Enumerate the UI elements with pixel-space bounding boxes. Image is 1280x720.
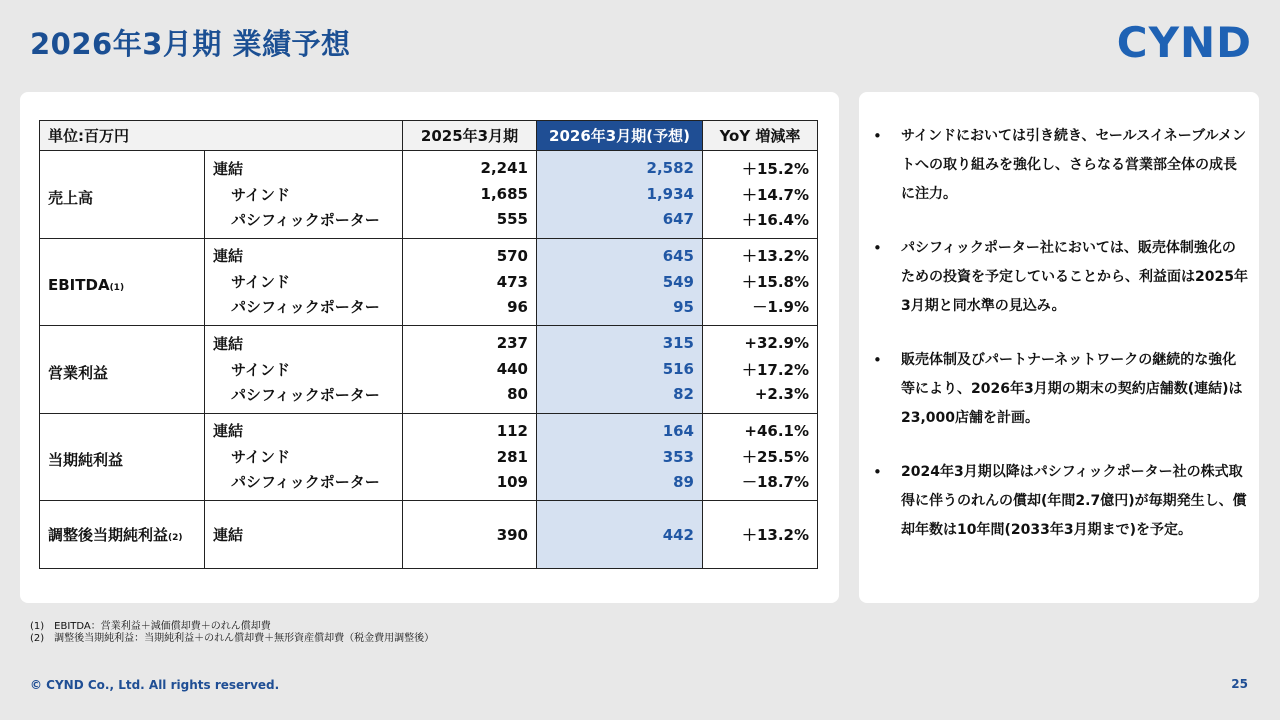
company-logo: CYND (1116, 18, 1252, 67)
forecast-value: 82 (537, 384, 703, 414)
segment-label: サインド (205, 180, 403, 209)
bullet-item (873, 122, 1249, 209)
forecast-value: 442 (537, 501, 703, 569)
prev-year-value: 112 (403, 413, 537, 442)
segment-label: 連結 (205, 238, 403, 267)
forecast-value: 645 (537, 238, 703, 267)
yoy-value: －1.9% (703, 296, 818, 326)
yoy-value: ＋13.2% (703, 501, 818, 569)
bullet-text: 販売体制及びパートナーネットワークの継続的な強化等により、2026年3月期の期末の契約店舗数(連結)は23,000店舗を計画。 (901, 352, 1243, 426)
metric-label (40, 151, 205, 239)
prev-year-value: 109 (403, 471, 537, 501)
prev-year-value: 440 (403, 355, 537, 384)
segment-label: サインド (205, 442, 403, 471)
metric-label (40, 326, 205, 414)
forecast-value: 2,582 (537, 151, 703, 180)
prev-year-value: 281 (403, 442, 537, 471)
forecast-value: 353 (537, 442, 703, 471)
footnote-2: (2) 調整後当期純利益：当期純利益＋のれん償却費＋無形資産償却費（税金費用調整後） (30, 633, 435, 644)
table-header-row (40, 121, 818, 151)
prev-year-header: 2025年3月期 (403, 121, 537, 151)
bullet-dot-icon: • (873, 351, 882, 369)
prev-year-value: 570 (403, 238, 537, 267)
prev-year-value: 2,241 (403, 151, 537, 180)
yoy-value: +32.9% (703, 326, 818, 355)
bullet-dot-icon: • (873, 239, 882, 257)
forecast-value: 549 (537, 267, 703, 296)
segment-label: 連結 (205, 326, 403, 355)
metric-label (40, 413, 205, 501)
yoy-value: ＋14.7% (703, 180, 818, 209)
metric-note: (2) (168, 533, 183, 543)
prev-year-value: 1,685 (403, 180, 537, 209)
bullet-item (873, 458, 1249, 545)
copyright: © CYND Co., Ltd. All rights reserved. (30, 678, 280, 692)
table-row (40, 151, 818, 180)
prev-year-value: 390 (403, 501, 537, 569)
yoy-value: ＋15.8% (703, 267, 818, 296)
table-row (40, 238, 818, 267)
table-row (40, 413, 818, 442)
forecast-value: 89 (537, 471, 703, 501)
segment-label: 連結 (205, 151, 403, 180)
metric-name: 調整後当期純利益 (48, 526, 169, 544)
yoy-value: ＋15.2% (703, 151, 818, 180)
forecast-table-card (20, 92, 839, 603)
bullet-text: 2024年3月期以降はパシフィックポーター社の株式取得に伴うのれんの償却(年間2.7億円)が毎期発生し、償却年数は10年間(2033年3月期まで)を予定。 (901, 464, 1247, 538)
prev-year-value: 237 (403, 326, 537, 355)
table-row (40, 326, 818, 355)
bullet-item (873, 234, 1249, 321)
forecast-value: 315 (537, 326, 703, 355)
footnote-1: (1) EBITDA：営業利益＋減価償却費＋のれん償却費 (30, 621, 271, 632)
yoy-value: +2.3% (703, 384, 818, 414)
metric-label (40, 238, 205, 326)
metric-name: 売上高 (48, 188, 94, 207)
commentary-card (859, 92, 1259, 603)
metric-name: 当期純利益 (48, 451, 124, 470)
bullet-text: サインドにおいては引き続き、セールスイネーブルメントへの取り組みを強化し、さらなる営業部全体の成長に注力。 (901, 128, 1247, 202)
metric-name: 営業利益 (48, 363, 109, 382)
forecast-table (39, 120, 818, 569)
segment-label: 連結 (205, 501, 403, 569)
segment-label: サインド (205, 267, 403, 296)
metric-name: EBITDA (48, 275, 110, 294)
bullet-dot-icon: • (873, 463, 882, 481)
segment-label: パシフィックポーター (205, 384, 403, 414)
unit-header: 単位:百万円 (40, 121, 403, 151)
bullet-dot-icon: • (873, 127, 882, 145)
bullet-text: パシフィックポーター社においては、販売体制強化のための投資を予定していることから、利益面は2025年3月期と同水準の見込み。 (901, 240, 1248, 314)
page-number: 25 (1231, 677, 1248, 691)
bullet-item (873, 346, 1249, 433)
prev-year-value: 80 (403, 384, 537, 414)
yoy-value: －18.7% (703, 471, 818, 501)
yoy-header: YoY 増減率 (703, 121, 818, 151)
segment-label: パシフィックポーター (205, 209, 403, 239)
forecast-value: 164 (537, 413, 703, 442)
metric-label (40, 501, 205, 569)
yoy-value: ＋16.4% (703, 209, 818, 239)
commentary-list (873, 122, 1249, 570)
forecast-header: 2026年3月期(予想) (537, 121, 703, 151)
forecast-value: 516 (537, 355, 703, 384)
prev-year-value: 555 (403, 209, 537, 239)
yoy-value: ＋17.2% (703, 355, 818, 384)
yoy-value: +46.1% (703, 413, 818, 442)
segment-label: サインド (205, 355, 403, 384)
forecast-value: 1,934 (537, 180, 703, 209)
table-row (40, 501, 818, 569)
prev-year-value: 96 (403, 296, 537, 326)
segment-label: パシフィックポーター (205, 471, 403, 501)
yoy-value: ＋25.5% (703, 442, 818, 471)
segment-label: 連結 (205, 413, 403, 442)
yoy-value: ＋13.2% (703, 238, 818, 267)
forecast-value: 95 (537, 296, 703, 326)
metric-note: (1) (109, 282, 125, 293)
footnotes (30, 621, 434, 645)
prev-year-value: 473 (403, 267, 537, 296)
forecast-value: 647 (537, 209, 703, 239)
slide-title: 2026年3月期 業績予想 (30, 27, 351, 61)
segment-label: パシフィックポーター (205, 296, 403, 326)
